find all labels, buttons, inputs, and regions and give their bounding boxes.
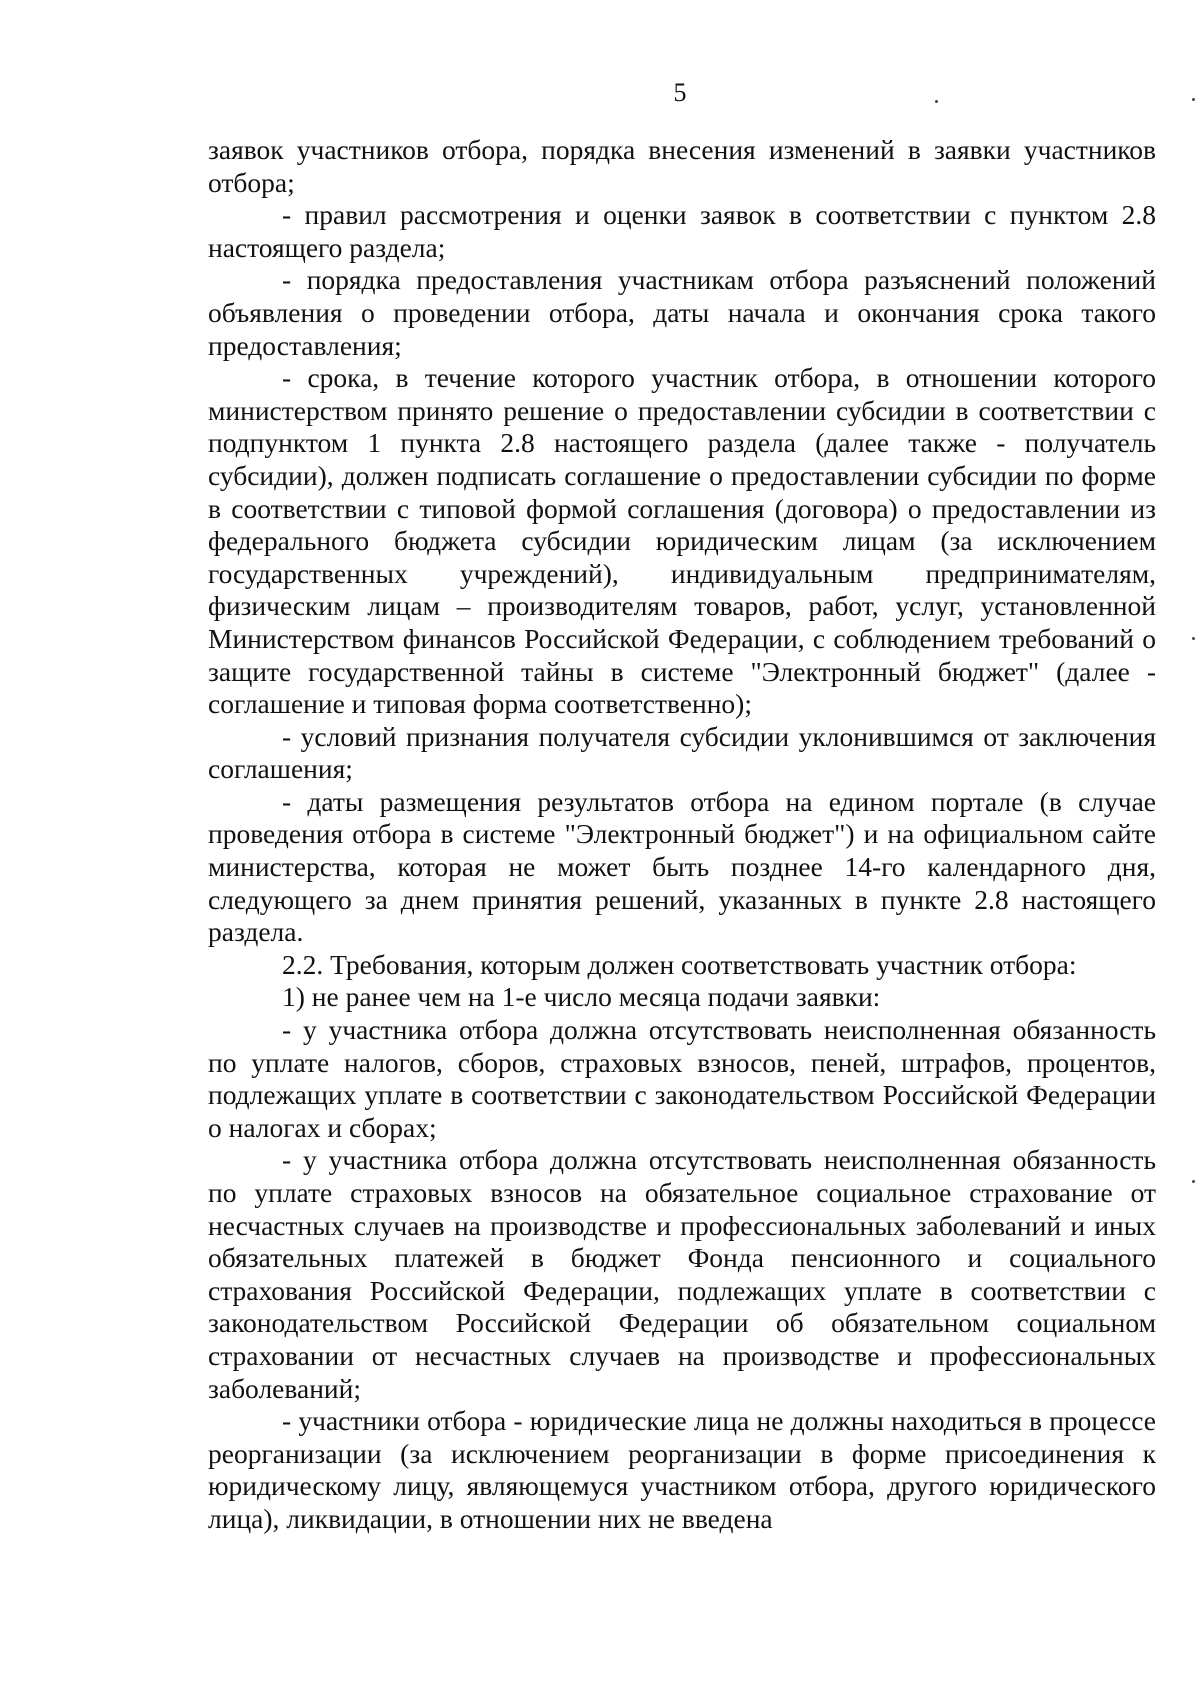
paragraph: заявок участников отбора, порядка внесения изменений в заявки участников отбора; xyxy=(208,134,1156,198)
paragraph: - участники отбора - юридические лица не должны находиться в процессе реорганизации (за исключением реорганизации в форме присоединения к юридическому лицу, являющемуся участником отбора, другого юридического лица), ликвидации, в отношении них не введена xyxy=(208,1405,1156,1534)
paragraph: - у участника отбора должна отсутствовать неисполненная обязанность по уплате страховых взносов на обязательное социальное страхование от несчастных случаев на производстве и профессиональных заболеваний и иных обязательных платежей в бюджет Фонда пенсионного и социального страхования Российской Федерации, подлежащих уплате в соответствии с законодательством Российской Федерации об обязательном социальном страховании от несчастных случаев на производстве и профессиональных заболеваний; xyxy=(208,1144,1156,1404)
scan-mark xyxy=(1192,98,1195,101)
scan-mark xyxy=(1192,1180,1195,1183)
paragraph: - порядка предоставления участникам отбора разъяснений положений объявления о проведении отбора, даты начала и окончания срока такого предоставления; xyxy=(208,264,1156,361)
scan-mark xyxy=(935,100,938,103)
paragraph: - условий признания получателя субсидии уклонившимся от заключения соглашения; xyxy=(208,720,1156,785)
paragraph: 2.2. Требования, которым должен соответствовать участник отбора: xyxy=(282,948,1077,980)
page-number: 5 xyxy=(673,78,687,107)
paragraph: - у участника отбора должна отсутствовать неисполненная обязанность по уплате налогов, сборов, страховых взносов, пеней, штрафов, процентов, подлежащих уплате в соответствии с законодательством Российской Федерации о налогах и сборах; xyxy=(208,1014,1156,1143)
paragraph: - правил рассмотрения и оценки заявок в соответствии с пунктом 2.8 настоящего раздела; xyxy=(208,199,1156,263)
paragraph: - даты размещения результатов отбора на едином портале (в случае проведения отбора в системе "Электронный бюджет") и на официальном сайте министерства, которая не может быть позднее 14-го календарного дня, следующего за днем принятия решений, указанных в пункте 2.8 настоящего раздела. xyxy=(208,785,1156,948)
paragraph: 1) не ранее чем на 1-е число месяца подачи заявки: xyxy=(282,981,881,1013)
document-body xyxy=(208,134,1156,1536)
paragraph: - срока, в течение которого участник отбора, в отношении которого министерством принято решение о предоставлении субсидии в соответствии с подпунктом 1 пункта 2.8 настоящего раздела (далее также - получатель субсидии), должен подписать соглашение о предоставлении субсидии по форме в соответствии с типовой формой соглашения (договора) о предоставлении из федерального бюджета субсидии юридическим лицам (за исключением государственных учреждений), индивидуальным предпринимателям, физическим лицам – производителям товаров, работ, услуг, установленной Министерством финансов Российской Федерации, с соблюдением требований о защите государственной тайны в системе "Электронный бюджет" (далее - соглашение и типовая форма соответственно); xyxy=(208,362,1156,720)
scan-mark xyxy=(1192,637,1195,640)
